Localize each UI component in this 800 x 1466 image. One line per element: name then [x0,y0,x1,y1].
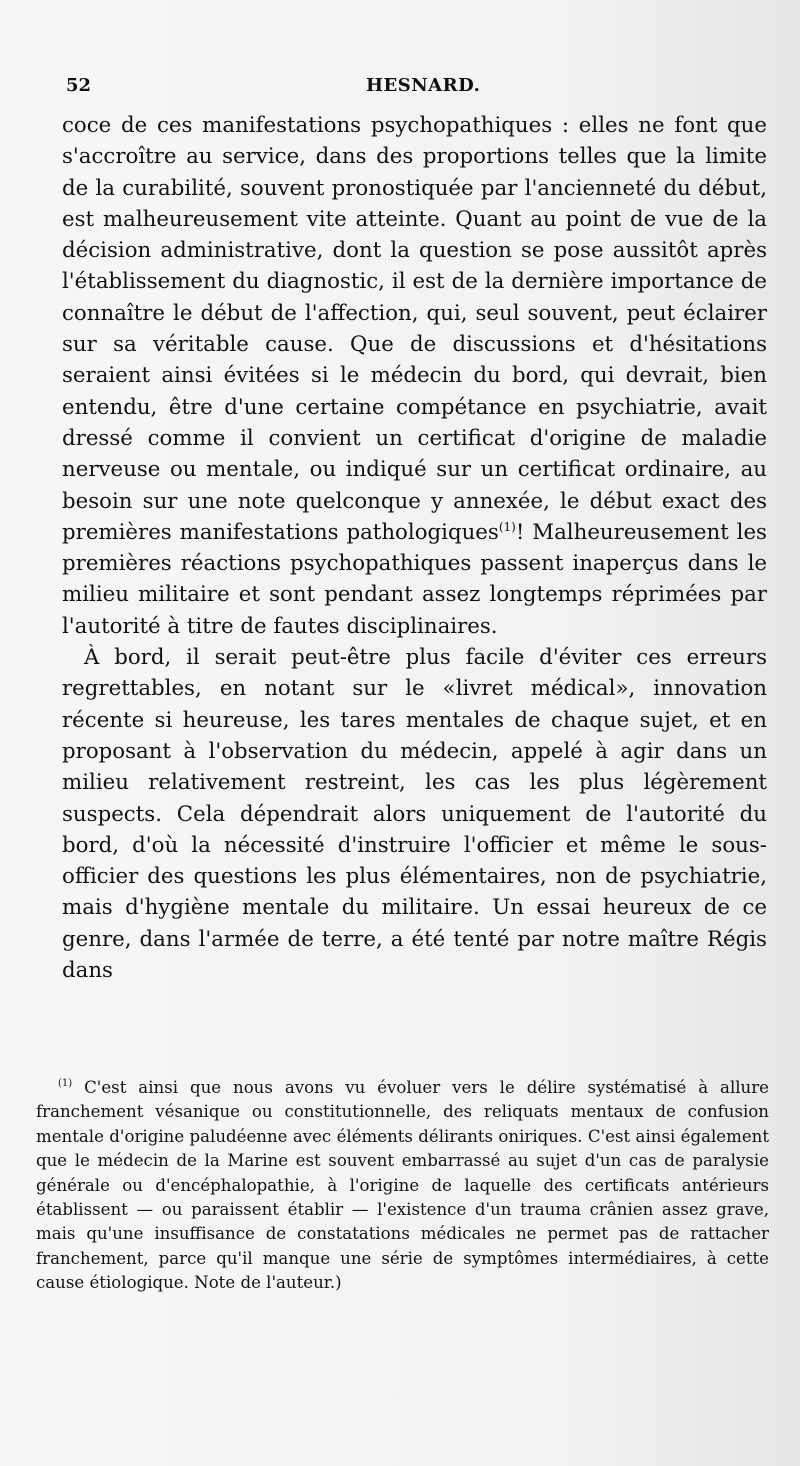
footnote-text: C'est ainsi que nous avons vu évoluer vers le délire systématisé à allure franchement vésanique ou constitutionnelle, des reliquats mentaux de confusion mentale d'origine paludéenne avec éléments délirants oniriques. C'est ainsi également que le médecin de la Marine est souvent embarrassé au sujet d'un cas de paralysie générale ou d'encéphalopathie, à l'origine de laquelle des certificats antérieurs établissent — ou paraissent établir — l'existence d'un trauma crânien assez grave, mais qu'une insuffisance de constatations médicales ne permet pas de rattacher franchement, parce qu'il manque une série de symptômes intermédiaires, à cette cause étiologique. Note de l'auteur.) [36,1078,769,1293]
paragraph-1-continuation: ! Malheureusement les premières réactions psychopathiques passent inaperçus dans le milieu militaire et sont pendant assez longtemps réprimées par l'autorité à titre de fautes disciplinaires. [62,519,767,639]
page-number: 52 [66,75,92,96]
page-header [66,75,766,101]
paragraph-1-text: coce de ces manifestations psychopathiques : elles ne font que s'accroître au service, dans des proportions telles que la limite de la curabilité, souvent pronostiquée par l'ancienneté du début, est malheureusement vite atteinte. Quant au point de vue de la décision administrative, dont la question se pose aussitôt après l'établissement du diagnostic, il est de la dernière importance de connaître le début de l'affection, qui, seul souvent, peut éclairer sur sa véritable cause. Que de discussions et d'hésitations seraient ainsi évitées si le médecin du bord, qui devrait, bien entendu, être d'une certaine compétance en psychiatrie, avait dressé comme il convient un certificat d'origine de maladie nerveuse ou mentale, ou indiqué sur un certificat ordinaire, au besoin sur une note quelconque y annexée, le début exact des premières manifestations pathologiques [62,113,767,545]
paragraph-2: À bord, il serait peut-être plus facile d'éviter ces erreurs regrettables, en notant sur le «livret médical», innovation récente si heureuse, les tares mentales de chaque sujet, et en proposant à l'observation du médecin, appelé à agir dans un milieu relativement restreint, les cas les plus légèrement suspects. Cela dépendrait alors uniquement de l'autorité du bord, d'où la nécessité d'instruire l'officier et même le sous-officier des questions les plus élémentaires, non de psychiatrie, mais d'hygiène mentale du militaire. Un essai heureux de ce genre, dans l'armée de terre, a été tenté par notre maître Régis dans [62,645,767,984]
paragraph-1 [62,110,767,642]
footnote [36,1076,769,1296]
footnote-reference: (1) [498,519,516,534]
footnote-paragraph [36,1076,769,1296]
footnote-marker: (1) [58,1078,73,1089]
running-title: HESNARD. [366,75,481,96]
main-text [62,110,767,986]
